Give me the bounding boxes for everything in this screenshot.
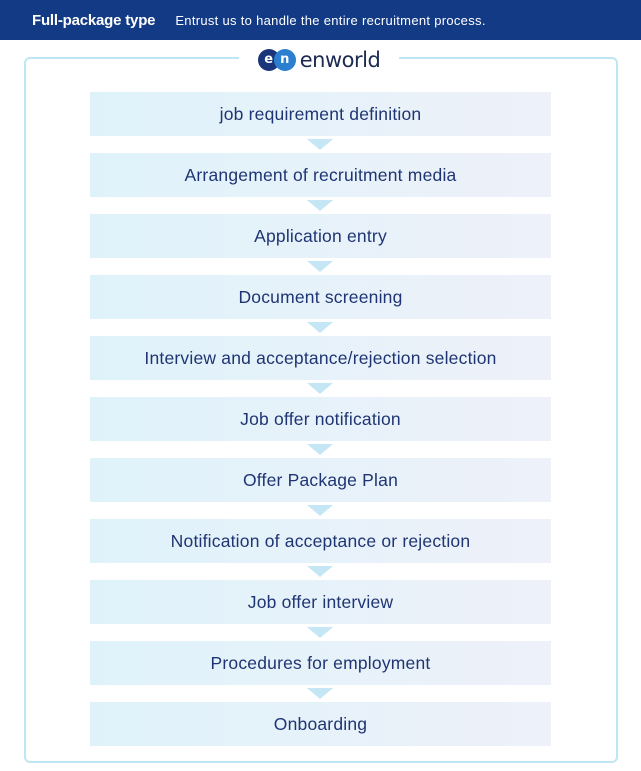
process-step-label: Interview and acceptance/rejection selection (144, 347, 497, 368)
process-step (90, 397, 551, 441)
process-step (90, 336, 551, 380)
down-arrow-icon (90, 441, 551, 458)
down-arrow-icon (90, 685, 551, 702)
process-step-label: job requirement definition (219, 103, 422, 124)
process-step (90, 214, 551, 258)
process-step (90, 92, 551, 136)
down-arrow-icon (90, 258, 551, 275)
process-steps (90, 92, 551, 746)
enworld-logo (239, 45, 399, 75)
down-arrow-icon (90, 319, 551, 336)
process-step (90, 275, 551, 319)
header-subtitle: Entrust us to handle the entire recruitment process. (175, 12, 486, 28)
down-arrow-icon (90, 380, 551, 397)
logo-circle-e: e (258, 49, 280, 71)
process-step-label: Notification of acceptance or rejection (170, 530, 471, 551)
logo-wordmark: enworld (299, 47, 381, 72)
down-arrow-icon (90, 197, 551, 214)
down-arrow-icon (90, 624, 551, 641)
header-bar (0, 0, 641, 40)
down-arrow-icon (90, 563, 551, 580)
process-step (90, 153, 551, 197)
process-step-label: Job offer interview (247, 591, 394, 612)
process-step-label: Application entry (254, 225, 387, 246)
logo-mark-icon (258, 49, 296, 71)
process-step-label: Procedures for employment (210, 652, 431, 673)
header-title: Full-package type (32, 11, 156, 29)
process-step (90, 580, 551, 624)
process-step-label: Arrangement of recruitment media (184, 164, 457, 185)
process-step (90, 702, 551, 746)
down-arrow-icon (90, 502, 551, 519)
process-step-label: Document screening (238, 286, 403, 307)
down-arrow-icon (90, 136, 551, 153)
process-step-label: Onboarding (273, 713, 368, 734)
process-step (90, 641, 551, 685)
process-step-label: Offer Package Plan (242, 469, 399, 490)
logo-circle-n: n (274, 49, 296, 71)
process-step (90, 458, 551, 502)
process-step-label: Job offer notification (240, 408, 401, 429)
process-step (90, 519, 551, 563)
